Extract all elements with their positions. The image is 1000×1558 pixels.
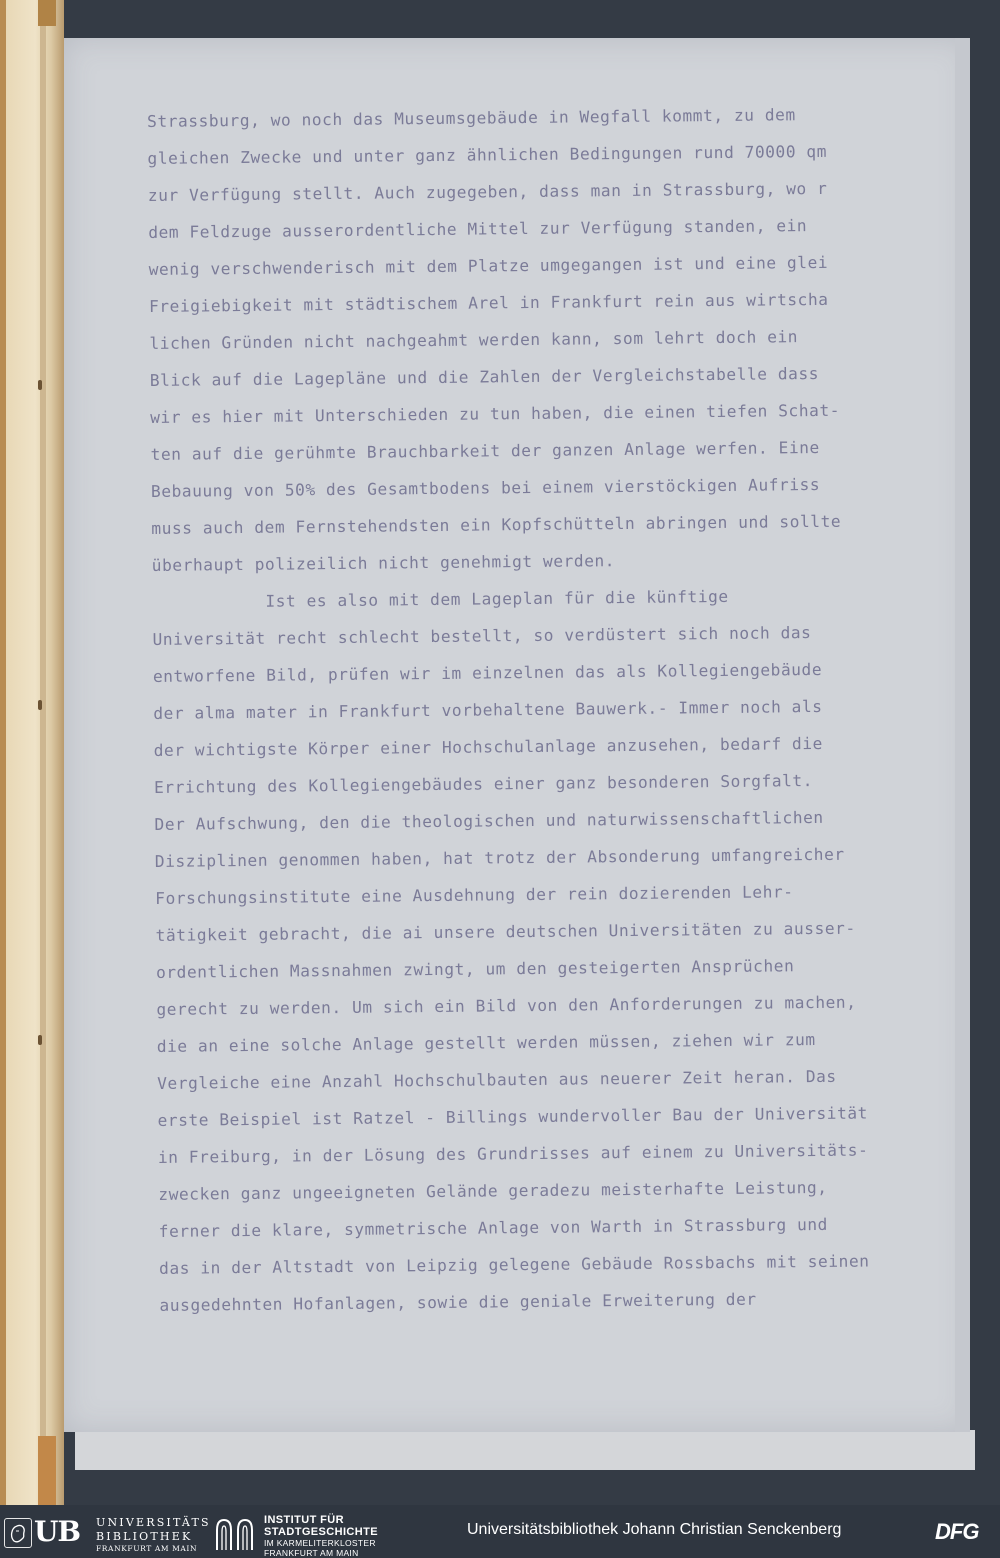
binding-edge: [0, 0, 6, 1505]
goethe-portrait-icon: [4, 1518, 32, 1548]
text-line: Der Aufschwung, den die theologischen und naturwissenschaftlichen: [154, 807, 824, 834]
binding-pin: [38, 1035, 42, 1045]
ub-line-3: FRANKFURT AM MAIN: [96, 1544, 198, 1553]
text-line: die an eine solche Anlage gestellt werden müssen, ziehen wir zum: [156, 1030, 816, 1056]
text-line: wir es hier mit Unterschieden zu tun haben, die einen tiefen Schat-: [150, 400, 841, 427]
text-line: der alma mater in Frankfurt vorbehaltene Bauwerk.- Immer noch als: [153, 696, 823, 723]
text-line: ordentlichen Massnahmen zwingt, um den gesteigerten Ansprüchen: [155, 956, 795, 982]
library-name: Universitätsbibliothek Johann Christian Senckenberg: [467, 1521, 842, 1538]
underlying-sheet: [75, 1430, 975, 1470]
text-line: überhaupt polizeilich nicht genehmigt werden.: [151, 551, 616, 575]
text-line: Universität recht schlecht bestellt, so verdüstert sich noch das: [152, 623, 812, 649]
text-line: muss auch dem Fernstehendsten ein Kopfschütteln abringen und sollte: [151, 511, 842, 538]
ub-logo-text: [96, 1516, 211, 1553]
text-line: Freigiebigkeit mit städtischem Arel in Frankfurt rein aus wirtscha: [148, 289, 829, 316]
text-line: der wichtigste Körper einer Hochschulanlage anzusehen, bedarf die: [153, 733, 823, 760]
text-line: zur Verfügung stellt. Auch zugegeben, dass man in Strassburg, wo r: [147, 178, 828, 205]
ub-line-2: BIBLIOTHEK: [96, 1530, 193, 1543]
text-line: dem Feldzuge ausserordentliche Mittel zur Verfügung standen, ein: [148, 216, 808, 242]
text-line: entworfene Bild, prüfen wir im einzelnen das als Kollegiengebäude: [152, 659, 823, 686]
text-line: Bebauung von 50% des Gesamtbodens bei einem vierstöckigen Aufriss: [150, 474, 821, 501]
isg-line-3: IM KARMELITERKLOSTER: [264, 1538, 376, 1548]
ub-line-1: UNIVERSITÄTS: [96, 1516, 211, 1529]
text-line: Vergleiche eine Anzahl Hochschulbauten aus neuerer Zeit heran. Das: [157, 1066, 837, 1093]
text-line: das in der Altstadt von Leipzig gelegene Gebäude Rossbachs mit seinen: [159, 1251, 870, 1278]
folder-binding: [0, 0, 64, 1505]
footer-bar: [0, 1505, 1000, 1558]
text-line: Blick auf die Lagepläne und die Zahlen der Vergleichstabelle dass: [149, 363, 820, 390]
binding-pin: [38, 700, 42, 710]
text-line: ausgedehnten Hofanlagen, sowie die geniale Erweiterung der: [159, 1289, 757, 1315]
text-line: zwecken ganz ungeeigneten Gelände geradezu meisterhafte Leistung,: [158, 1177, 828, 1204]
text-line: gerecht zu werden. Um sich ein Bild von den Anforderungen zu machen,: [156, 992, 857, 1019]
text-line: lichen Gründen nicht nachgeahmt werden kann, som lehrt doch ein: [149, 327, 799, 353]
text-line: Forschungsinstitute eine Ausdehnung der rein dozierenden Lehr-: [155, 882, 794, 908]
text-line: Errichtung des Kollegiengebäudes einer ganz besonderen Sorgfalt.: [153, 771, 814, 797]
text-line: in Freiburg, in der Lösung des Grundrisses auf einem zu Universitäts-: [157, 1140, 869, 1167]
institute-logo-text: [264, 1514, 378, 1558]
sheet-edge: [955, 38, 970, 1432]
text-line: ten auf die gerühmte Brauchbarkeit der ganzen Anlage werfen. Eine: [150, 437, 820, 464]
ub-logo-letters: UB: [34, 1515, 81, 1548]
text-line: Disziplinen genommen haben, hat trotz der Absonderung umfangreicher: [154, 844, 845, 871]
text-line: Ist es also mit dem Lageplan für die künftige: [152, 586, 729, 612]
text-line: erste Beispiel ist Ratzel - Billings wundervoller Bau der Universität: [157, 1103, 869, 1130]
dfg-logo: DFG: [935, 1519, 979, 1544]
text-line: wenig verschwenderisch mit dem Platze umgegangen ist und eine glei: [148, 252, 829, 279]
binding-pin: [38, 380, 42, 390]
text-line: tätigkeit gebracht, die ai unsere deutschen Universitäten zu ausser-: [155, 918, 856, 945]
text-line: ferner die klare, symmetrische Anlage von Warth in Strassburg und: [158, 1214, 829, 1241]
isg-line-1: INSTITUT FÜR: [264, 1514, 344, 1526]
institute-arches-icon: [214, 1516, 256, 1552]
binding-strip: [40, 0, 46, 1505]
binding-tab-top: [38, 0, 56, 26]
text-line: Strassburg, wo noch das Museumsgebäude in Wegfall kommt, zu dem: [147, 105, 796, 131]
binding-tab-bottom: [38, 1436, 56, 1505]
text-line: gleichen Zwecke und unter ganz ähnlichen Bedingungen rund 70000 qm: [147, 141, 828, 168]
isg-line-2: STADTGESCHICHTE: [264, 1526, 378, 1538]
isg-line-4: FRANKFURT AM MAIN: [264, 1548, 359, 1558]
